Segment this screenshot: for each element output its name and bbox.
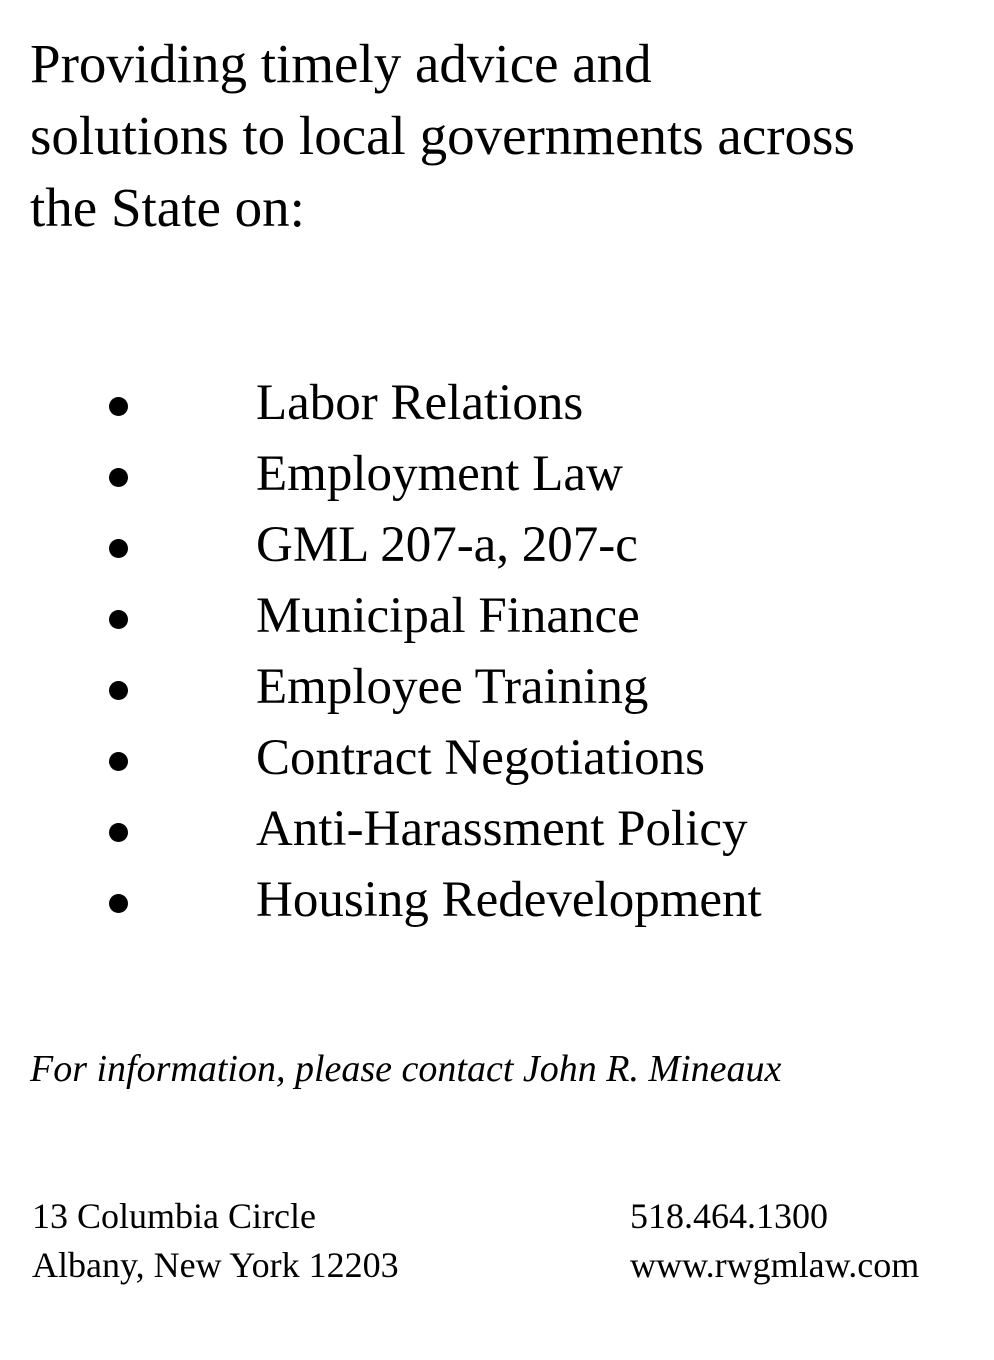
website-link[interactable]: www.rwgmlaw.com <box>630 1245 920 1285</box>
service-item-employment-law <box>0 439 994 510</box>
service-label: Anti-Harassment Policy <box>256 801 748 857</box>
service-label: Employee Training <box>256 659 649 715</box>
headline <box>30 28 980 244</box>
services-list <box>0 368 994 936</box>
phone-web-block <box>630 1192 919 1290</box>
service-label: Employment Law <box>256 446 623 502</box>
headline-line-3: the State on: <box>30 177 305 238</box>
service-item-housing-redevelopment <box>0 865 994 936</box>
service-item-contract-negotiations <box>0 723 994 794</box>
service-item-labor-relations <box>0 368 994 439</box>
service-label: Housing Redevelopment <box>256 872 762 928</box>
contact-line: For information, please contact John R. Mineaux <box>30 1048 782 1090</box>
headline-line-2: solutions to local governments across <box>30 105 855 166</box>
service-label: Labor Relations <box>256 375 584 431</box>
headline-line-1: Providing timely advice and <box>30 33 652 94</box>
service-item-employee-training <box>0 652 994 723</box>
bullet-icon <box>109 610 128 629</box>
bullet-icon <box>109 539 128 558</box>
service-label: GML 207-a, 207-c <box>256 517 638 573</box>
bullet-icon <box>109 894 128 913</box>
address-block <box>32 1192 399 1290</box>
bullet-icon <box>109 681 128 700</box>
service-label: Municipal Finance <box>256 588 640 644</box>
bullet-icon <box>109 397 128 416</box>
service-label: Contract Negotiations <box>256 730 705 786</box>
address-street: 13 Columbia Circle <box>32 1196 316 1236</box>
service-item-municipal-finance <box>0 581 994 652</box>
bullet-icon <box>109 752 128 771</box>
address-city: Albany, New York 12203 <box>32 1245 399 1285</box>
bullet-icon <box>109 823 128 842</box>
service-item-gml-207 <box>0 510 994 581</box>
bullet-icon <box>109 468 128 487</box>
phone-number: 518.464.1300 <box>630 1196 828 1236</box>
service-item-anti-harassment-policy <box>0 794 994 865</box>
